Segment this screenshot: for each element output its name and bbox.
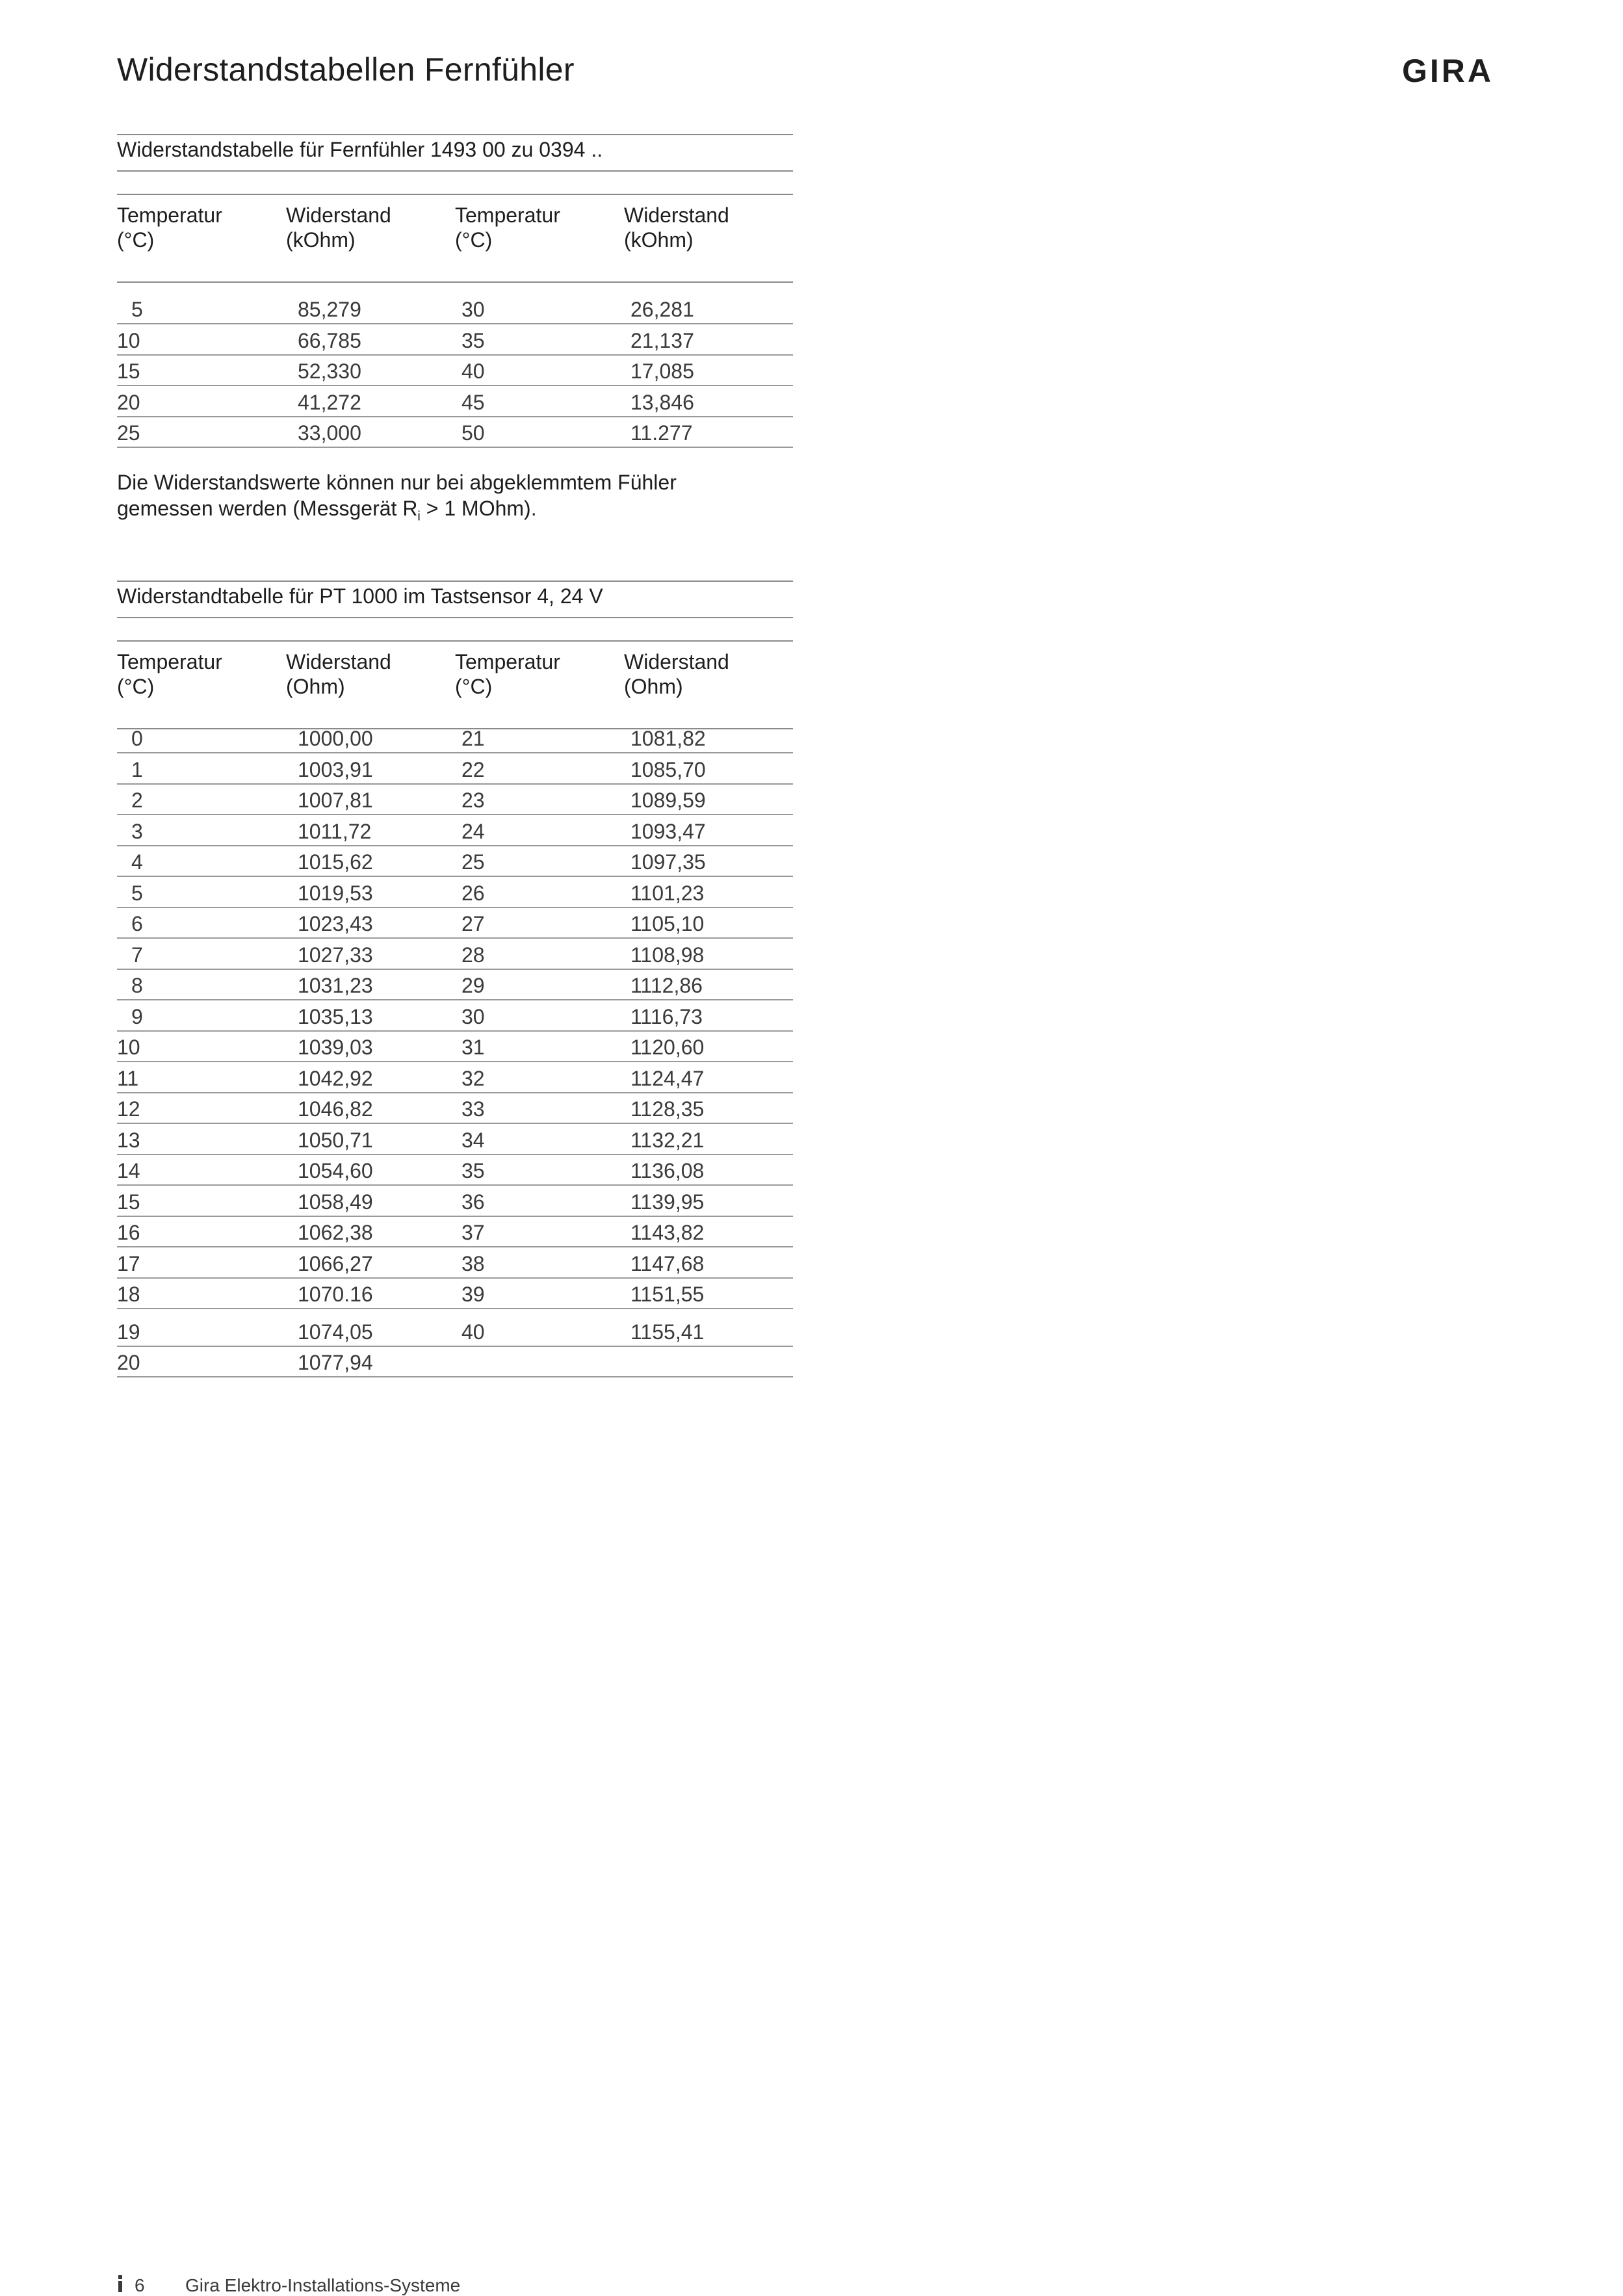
table1-header-res-1 [286, 203, 391, 252]
table-cell: 11.277 [630, 421, 693, 445]
divider [117, 617, 793, 618]
table-cell: 15 [117, 1190, 140, 1214]
table-cell: 1101,23 [630, 881, 705, 905]
table-cell: 1046,82 [298, 1097, 373, 1121]
header-label: Widerstand [624, 203, 729, 227]
table-cell: 8 [131, 974, 143, 997]
header-unit: (kOhm) [624, 228, 694, 252]
table-cell: 1132,21 [630, 1128, 705, 1152]
header-label: Temperatur [455, 203, 560, 227]
table-cell: 1019,53 [298, 881, 373, 905]
table-cell: 1042,92 [298, 1066, 373, 1090]
table-cell: 30 [461, 1004, 485, 1028]
table-cell: 5 [131, 881, 143, 905]
table-cell: 1054,60 [298, 1159, 373, 1182]
table-cell: 52,330 [298, 359, 361, 383]
table-cell: 38 [461, 1251, 485, 1275]
header-label: Widerstand [624, 650, 729, 673]
header-label: Widerstand [286, 650, 391, 673]
table-cell: 10 [117, 328, 140, 352]
table-cell: 1007,81 [298, 789, 373, 812]
table1-header-temp-2 [455, 203, 560, 252]
table-row [117, 846, 793, 877]
table-cell: 1015,62 [298, 850, 373, 874]
header-unit: (Ohm) [624, 675, 683, 698]
table-cell: 1000,00 [298, 727, 373, 750]
header-unit: (kOhm) [286, 228, 356, 252]
table-row [117, 1155, 793, 1186]
table-row [117, 417, 793, 448]
table-cell: 13,846 [630, 390, 694, 414]
header-unit: (°C) [117, 228, 155, 252]
table-cell: 20 [117, 1351, 140, 1374]
table-cell: 27 [461, 912, 485, 935]
header-label: Temperatur [455, 650, 560, 673]
table-cell: 35 [461, 1159, 485, 1182]
table1-header-temp-1 [117, 203, 222, 252]
brand-logo: GIRA [1402, 53, 1494, 89]
table2-header-res-2 [624, 649, 729, 699]
header-label: Widerstand [286, 203, 391, 227]
table-cell: 1093,47 [630, 819, 706, 843]
table-row [117, 1347, 793, 1377]
note-line-1: Die Widerstandswerte können nur bei abgeklemmtem Fühler [117, 471, 677, 494]
table-row [117, 1316, 793, 1347]
table-row [117, 387, 793, 417]
table-cell: 1074,05 [298, 1320, 373, 1344]
table-cell: 1081,82 [630, 727, 706, 750]
table-cell: 2 [131, 789, 143, 812]
table-cell: 22 [461, 757, 485, 781]
table-cell: 40 [461, 1320, 485, 1344]
table-row [117, 816, 793, 846]
table-row [117, 1248, 793, 1279]
table-cell: 13 [117, 1128, 140, 1152]
table-cell: 1050,71 [298, 1128, 373, 1152]
table-cell: 45 [461, 390, 485, 414]
table-row [117, 785, 793, 815]
table-cell: 1097,35 [630, 850, 706, 874]
table-cell: 19 [117, 1320, 140, 1344]
info-icon [117, 2275, 123, 2292]
header-label: Temperatur [117, 203, 222, 227]
table-row [117, 970, 793, 1000]
table-cell: 1143,82 [630, 1221, 705, 1244]
table-cell: 21 [461, 727, 485, 750]
table-cell: 1151,55 [630, 1283, 705, 1306]
header-unit: (Ohm) [286, 675, 345, 698]
table-cell: 15 [117, 359, 140, 383]
table-cell: 1077,94 [298, 1351, 373, 1374]
header-unit: (°C) [455, 675, 493, 698]
table-cell: 1116,73 [630, 1004, 703, 1028]
table-cell: 1112,86 [630, 974, 703, 997]
table-cell: 85,279 [298, 298, 361, 321]
table-cell: 33 [461, 1097, 485, 1121]
table-cell: 1039,03 [298, 1036, 373, 1059]
table-cell: 18 [117, 1283, 140, 1306]
table-cell: 32 [461, 1066, 485, 1090]
table-cell: 0 [131, 727, 143, 750]
table-cell: 1089,59 [630, 789, 706, 812]
table-cell: 7 [131, 943, 143, 967]
table-cell: 25 [461, 850, 485, 874]
table-row [117, 908, 793, 939]
table-cell: 26,281 [630, 298, 694, 321]
table-cell: 1058,49 [298, 1190, 373, 1214]
table-cell: 24 [461, 819, 485, 843]
header-unit: (°C) [117, 675, 155, 698]
table-cell: 1070.16 [298, 1283, 373, 1306]
divider [117, 640, 793, 642]
table-cell: 6 [131, 912, 143, 935]
table-cell: 1066,27 [298, 1251, 373, 1275]
table-row [117, 356, 793, 386]
table-cell: 1011,72 [298, 819, 372, 843]
table-cell: 14 [117, 1159, 140, 1182]
table-cell: 20 [117, 390, 140, 414]
table-cell: 4 [131, 850, 143, 874]
table-cell: 1031,23 [298, 974, 373, 997]
table-cell: 1155,41 [630, 1320, 705, 1344]
table-cell: 1147,68 [630, 1251, 705, 1275]
table-row [117, 1279, 793, 1309]
table-cell: 3 [131, 819, 143, 843]
row-divider [117, 447, 793, 448]
row-divider [117, 1376, 793, 1377]
table-cell: 41,272 [298, 390, 361, 414]
page-title: Widerstandstabellen Fernfühler [117, 51, 575, 88]
table-cell: 36 [461, 1190, 485, 1214]
table-row [117, 1032, 793, 1062]
divider [117, 581, 793, 582]
table-cell: 9 [131, 1004, 143, 1028]
table-cell: 5 [131, 298, 143, 321]
table-cell: 39 [461, 1283, 485, 1306]
table-cell: 1120,60 [630, 1036, 705, 1059]
measurement-note [117, 469, 832, 529]
table-row [117, 1217, 793, 1247]
header-label: Temperatur [117, 650, 222, 673]
table-cell: 1003,91 [298, 757, 373, 781]
table-cell: 35 [461, 328, 485, 352]
table-cell: 10 [117, 1036, 140, 1059]
table-cell: 1023,43 [298, 912, 373, 935]
table-row [117, 1063, 793, 1093]
table-cell: 1062,38 [298, 1221, 373, 1244]
row-divider [117, 1308, 793, 1309]
divider [117, 134, 793, 135]
table-cell: 1108,98 [630, 943, 705, 967]
divider [117, 194, 793, 195]
table2-title: Widerstandtabelle für PT 1000 im Tastsensor 4, 24 V [117, 584, 603, 608]
table-cell: 17,085 [630, 359, 694, 383]
footer-company: Gira Elektro-Installations-Systeme [185, 2275, 461, 2295]
table-row [117, 754, 793, 785]
table-cell: 16 [117, 1221, 140, 1244]
table-row [117, 878, 793, 908]
table1-header-res-2 [624, 203, 729, 252]
table-cell: 1027,33 [298, 943, 373, 967]
table-cell: 23 [461, 789, 485, 812]
table-cell: 33,000 [298, 421, 361, 445]
table-cell: 1124,47 [630, 1066, 705, 1090]
table2-header-res-1 [286, 649, 391, 699]
table-row [117, 939, 793, 970]
note-line-2: gemessen werden (Messgerät $R_i > 1$ MOhm). [117, 497, 537, 524]
table-row [117, 325, 793, 356]
table-cell: 1139,95 [630, 1190, 705, 1214]
table-cell: 11 [117, 1066, 139, 1090]
table-cell: 17 [117, 1251, 140, 1275]
table-row [117, 294, 793, 324]
table-cell: 1 [131, 757, 143, 781]
table-cell: 34 [461, 1128, 485, 1152]
table-cell: 21,137 [630, 328, 694, 352]
table-cell: 31 [461, 1036, 485, 1059]
table2-header-temp-2 [455, 649, 560, 699]
table-cell: 50 [461, 421, 485, 445]
table-cell: 1128,35 [630, 1097, 705, 1121]
table-cell: 30 [461, 298, 485, 321]
table-row [117, 1001, 793, 1032]
table-cell: 1136,08 [630, 1159, 705, 1182]
table-cell: 1085,70 [630, 757, 706, 781]
table-row [117, 723, 793, 753]
table-cell: 29 [461, 974, 485, 997]
divider [117, 170, 793, 172]
divider [117, 281, 793, 283]
table-cell: 25 [117, 421, 140, 445]
table-cell: 40 [461, 359, 485, 383]
header-unit: (°C) [455, 228, 493, 252]
table-cell: 1035,13 [298, 1004, 373, 1028]
table-cell: 28 [461, 943, 485, 967]
table1-title: Widerstandstabelle für Fernfühler 1493 00 zu 0394 .. [117, 138, 603, 161]
table-row [117, 1093, 793, 1124]
page-number: 6 [135, 2275, 145, 2295]
table-cell: 66,785 [298, 328, 361, 352]
table-cell: 12 [117, 1097, 140, 1121]
table-cell: 1105,10 [630, 912, 705, 935]
table-cell: 26 [461, 881, 485, 905]
table-row [117, 1186, 793, 1217]
table-row [117, 1125, 793, 1155]
table2-header-temp-1 [117, 649, 222, 699]
table-cell: 37 [461, 1221, 485, 1244]
